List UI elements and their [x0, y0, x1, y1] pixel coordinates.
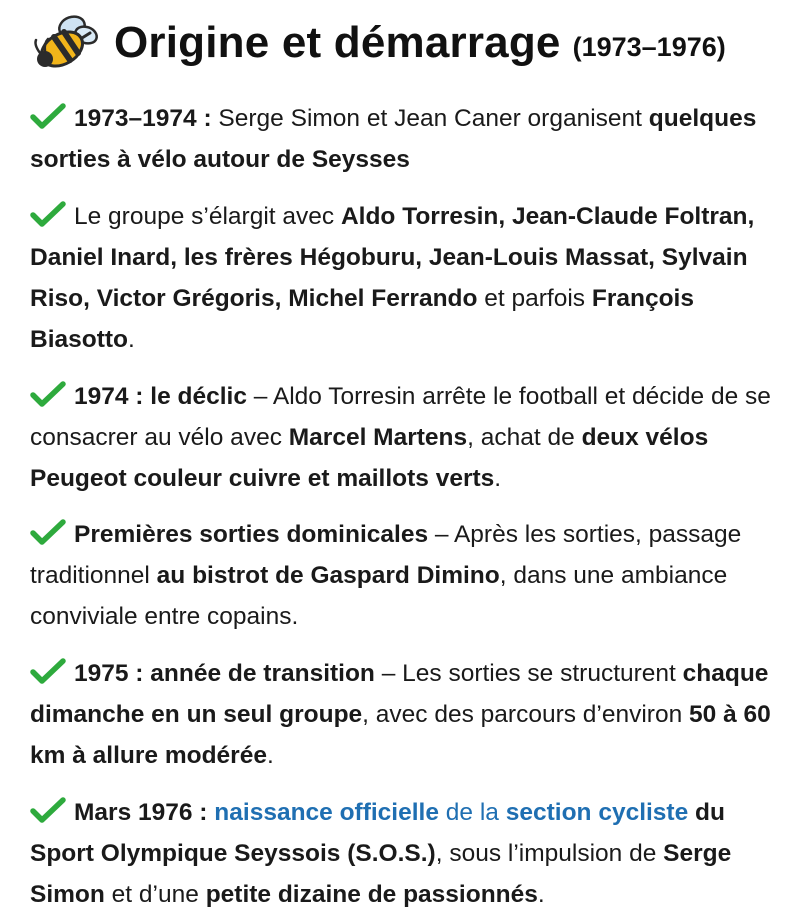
- item-text: [688, 799, 695, 826]
- page-title: [30, 8, 726, 78]
- highlight-text: naissance officielle: [214, 799, 439, 826]
- item-text: , dans une ambiance conviviale entre copains.: [30, 562, 728, 630]
- list-item: [30, 792, 790, 915]
- title-years: (1973–1976): [572, 31, 726, 62]
- bold-text: au bistrot de Gaspard Dimino: [156, 562, 500, 589]
- item-text: , sous l’impulsion de: [435, 840, 664, 867]
- check-icon: [30, 200, 66, 228]
- bold-text: François Biasotto: [30, 285, 694, 353]
- item-text: Serge Simon et Jean Caner organisent: [211, 105, 649, 132]
- bold-text: Premières sorties dominicales: [74, 521, 429, 548]
- title-main: Origine et démarrage: [114, 18, 561, 67]
- item-text: et parfois: [477, 285, 592, 312]
- check-icon: [30, 518, 66, 546]
- bold-text: petite dizaine de passionnés: [205, 881, 538, 908]
- bold-text: Mars 1976 :: [74, 799, 208, 826]
- bold-text: du Sport Olympique Seyssois (S.O.S.): [30, 799, 725, 867]
- check-icon: [30, 657, 66, 685]
- bold-text: Aldo Torresin, Jean-Claude Foltran, Daniel Inard, les frères Hégoburu, Jean-Louis Massat, Sylvain Riso, Victor Grégoris, Michel Ferrando: [30, 203, 755, 312]
- highlight-text: de la: [438, 799, 506, 826]
- item-text: – Aldo Torresin arrête le football et décide de se consacrer au vélo avec: [30, 383, 771, 451]
- list-item: [30, 376, 790, 499]
- list-item: [30, 514, 790, 637]
- bold-text: quelques sorties à vélo autour de Seysses: [30, 105, 757, 173]
- check-icon: [30, 796, 66, 824]
- list-item: [30, 196, 790, 360]
- bold-text: Marcel Martens: [288, 424, 468, 451]
- bold-text: 1973–1974 :: [74, 105, 212, 132]
- bold-text: Serge Simon: [30, 840, 732, 908]
- highlight-text: section cycliste: [505, 799, 689, 826]
- bold-text: deux vélos Peugeot couleur cuivre et maillots verts: [30, 424, 709, 492]
- item-text: – Les sorties se structurent: [374, 660, 683, 687]
- item-text: – Après les sorties, passage traditionnel: [30, 521, 742, 589]
- item-text: , achat de: [467, 424, 582, 451]
- item-text: et d’une: [104, 881, 206, 908]
- item-text: .: [128, 326, 135, 353]
- bee-icon: [32, 13, 100, 73]
- check-icon: [30, 380, 66, 408]
- list-item: [30, 98, 790, 180]
- list-item: [30, 653, 790, 776]
- item-text: .: [494, 465, 502, 492]
- item-text: .: [537, 881, 545, 908]
- item-text: Le groupe s’élargit avec: [74, 203, 341, 230]
- check-icon: [30, 102, 66, 130]
- item-text: , avec des parcours d’environ: [362, 701, 690, 728]
- bold-text: 1974 : le déclic: [74, 383, 247, 410]
- item-text: .: [266, 742, 274, 769]
- bold-text: 1975 : année de transition: [74, 660, 375, 687]
- bold-text: 50 à 60 km à allure modérée: [30, 701, 771, 769]
- bold-text: chaque dimanche en un seul groupe: [30, 660, 769, 728]
